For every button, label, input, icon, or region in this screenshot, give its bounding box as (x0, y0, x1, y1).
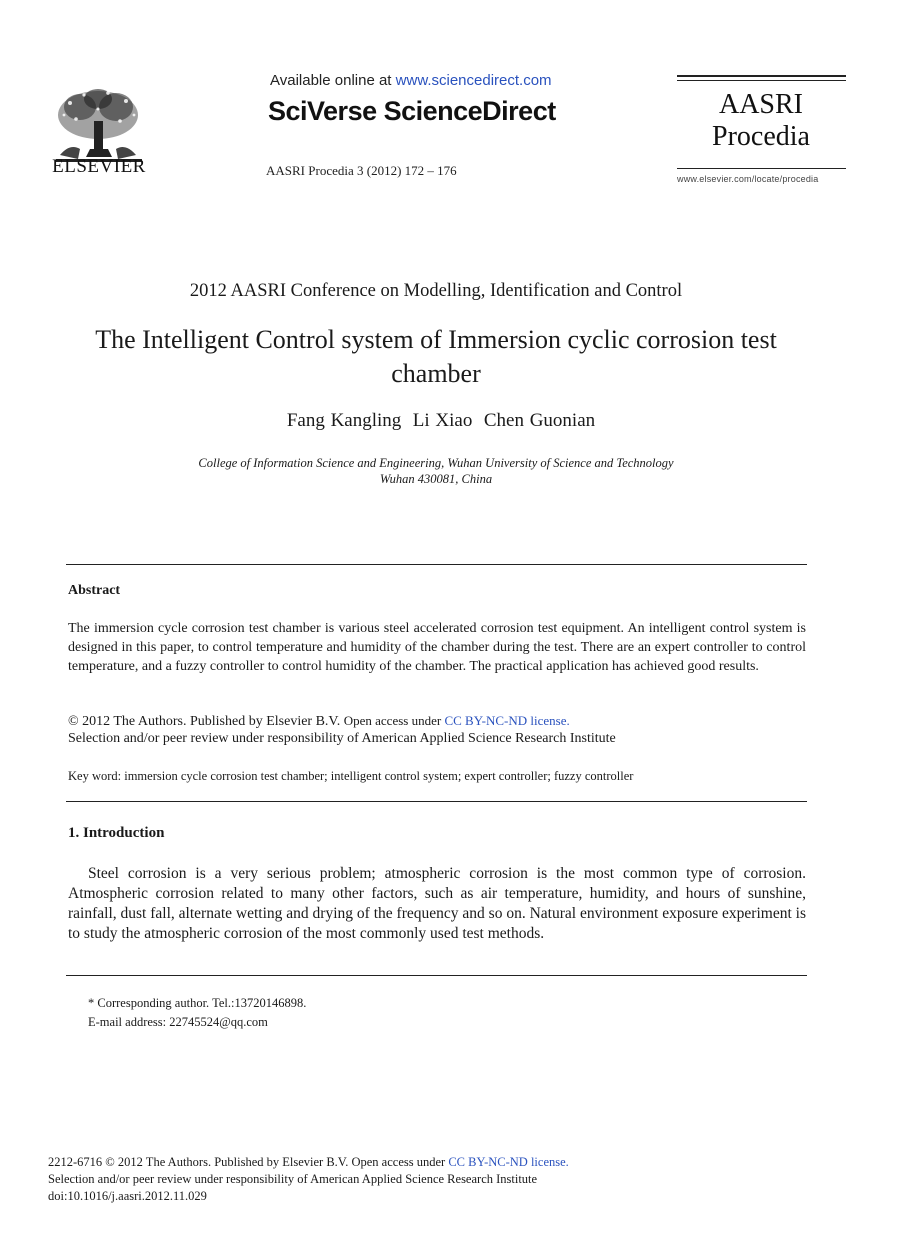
footnote (88, 994, 306, 1032)
copyright-text: © 2012 The Authors. Published by Elsevier B.V. (68, 714, 344, 729)
email-address: E-mail address: 22745524@qq.com (88, 1015, 268, 1029)
doi[interactable]: doi:10.1016/j.aasri.2012.11.029 (48, 1189, 207, 1203)
journal-name-aasri: AASRI (718, 89, 803, 120)
paper-title: The Intelligent Control system of Immersion cyclic corrosion test chamber (95, 325, 777, 388)
abstract-heading: Abstract (68, 583, 121, 598)
conference-name: 2012 AASRI Conference on Modelling, Identification and Control (189, 281, 683, 301)
footnote-rule (66, 975, 807, 976)
license-link[interactable]: CC BY-NC-ND license. (444, 713, 570, 728)
journal-url-link[interactable]: www.elsevier.com/locate/procedia (677, 174, 819, 184)
journal-reference: AASRI Procedia 3 (2012) 172 – 176 (266, 163, 457, 178)
bottom-publication-info (48, 1154, 569, 1205)
open-access-text: Open access under (343, 713, 445, 728)
journal-box-bottom-rule (677, 168, 846, 169)
sciverse-sciencedirect-brand: SciVerse ScienceDirect (268, 96, 556, 126)
authors: Fang Kangling Li Xiao Chen Guonian (286, 410, 596, 431)
journal-box-top-rule (677, 75, 846, 77)
introduction-text: Steel corrosion is a very serious problem; atmospheric corrosion is the most common type of corrosion. Atmospheric corrosion related to many other factors, such as air temperature, humidity, and hours of sunshine, rainfall, dust fall, alternate wetting and drying of the frequency and so on. Natural environment exposure experiment is to study the atmospheric corrosion of the most commonly used test methods. (68, 865, 806, 942)
keywords: Key word: immersion cycle corrosion test chamber; intelligent control system; expert controller; fuzzy controller (68, 769, 634, 783)
abstract-bottom-rule (66, 801, 807, 802)
journal-title-box (677, 89, 845, 153)
corresponding-author: * Corresponding author. Tel.:13720146898. (88, 996, 307, 1010)
affiliation-line-1: College of Information Science and Engineering, Wuhan University of Science and Technology (198, 456, 674, 470)
copyright-notice (68, 712, 806, 747)
journal-box-top-rule-thin (677, 80, 846, 81)
bottom-license-link[interactable]: CC BY-NC-ND license. (448, 1155, 569, 1169)
introduction-heading: 1. Introduction (68, 825, 165, 841)
peer-review-text: Selection and/or peer review under responsibility of American Applied Science Research Institute (68, 731, 616, 746)
elsevier-wordmark: ELSEVIER (52, 156, 146, 177)
issn-copyright-text: 2212-6716 © 2012 The Authors. Published by Elsevier B.V. Open access under (48, 1155, 449, 1169)
journal-name-procedia: Procedia (712, 121, 810, 152)
affiliation-line-2: Wuhan 430081, China (379, 472, 493, 486)
abstract-top-rule (66, 564, 807, 565)
available-online-prefix: Available online at (270, 72, 396, 89)
bottom-peer-review-text: Selection and/or peer review under responsibility of American Applied Science Research Institute (48, 1172, 538, 1186)
affiliation (0, 455, 872, 487)
abstract-text: The immersion cycle corrosion test chamber is various steel accelerated corrosion test equipment. An intelligent control system is designed in this paper, to control temperature and humidity of the chamber during the test. There are an expert controller to control temperature, and a fuzzy controller to control humidity of the chamber. The practical application has achieved good results. (68, 621, 806, 674)
sciencedirect-link[interactable]: www.sciencedirect.com (395, 72, 552, 89)
available-online-line (270, 72, 552, 89)
